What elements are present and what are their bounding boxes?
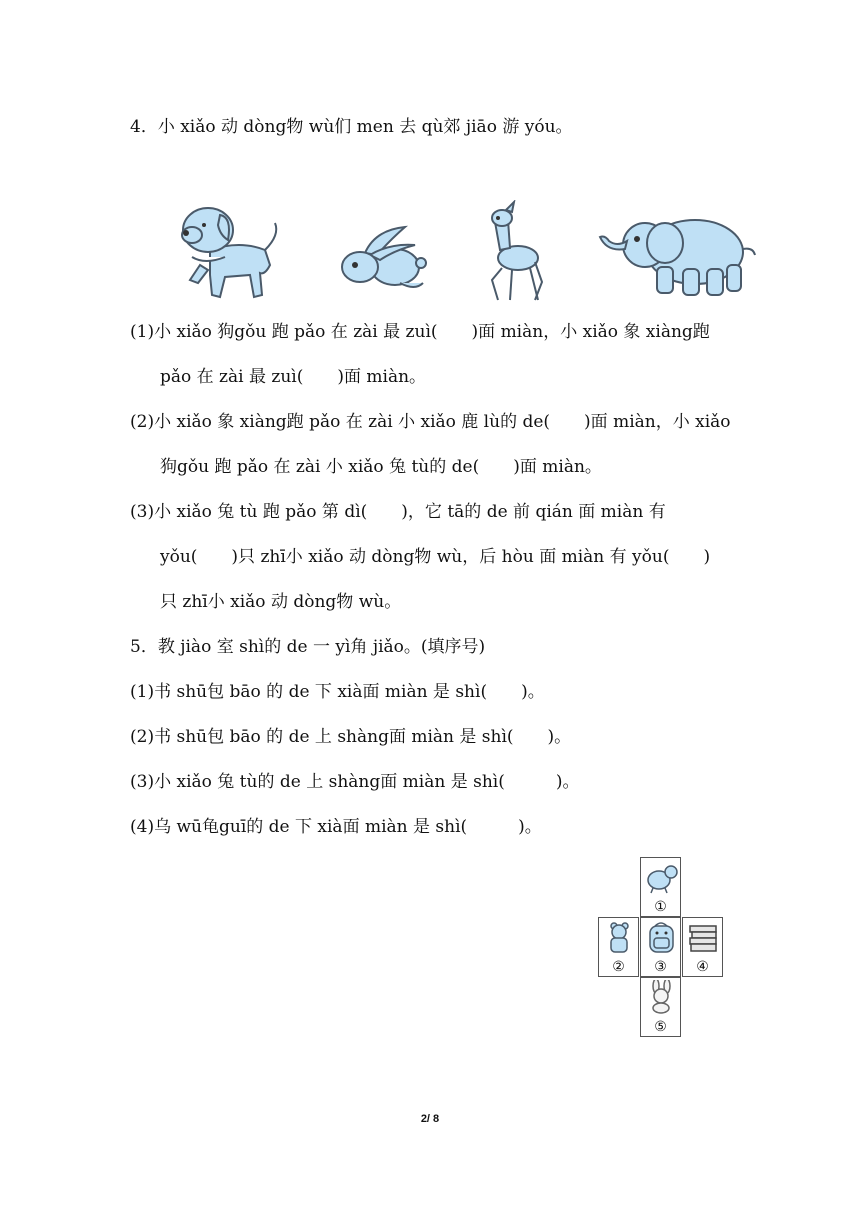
grid-cell-3 [640,917,681,977]
grid-label-5: ⑤ [654,1019,667,1035]
q5-part2: (2)书 shū包 bāo 的 de 上 shàng面 miàn 是 shì( )。 [130,727,572,747]
q4-part3-line1: (3)小 xiǎo 兔 tù 跑 pǎo 第 dì( )，它 tā的 de 前 qián 面 miàn 有 [130,502,666,522]
grid-label-2: ② [612,959,625,975]
q4-part2-line2: 狗gǒu 跑 pǎo 在 zài 小 xiǎo 兔 tù的 de( )面 miàn。 [160,457,602,477]
q5-part3: (3)小 xiǎo 兔 tù的 de 上 shàng面 miàn 是 shì( )。 [130,772,580,792]
question-4-title: 4．小 xiǎo 动 dòng物 wù们 men 去 qù郊 jiāo 游 yóu。 [130,117,573,137]
turtle-icon [645,860,678,894]
elephant-icon [595,207,760,302]
bunny-icon [645,980,678,1014]
dog-icon [170,195,285,303]
q5-part1: (1)书 shū包 bāo 的 de 下 xià面 miàn 是 shì( )。 [130,682,545,702]
grid-cell-1 [640,857,681,917]
grid-cell-4 [682,917,723,977]
q4-part2-line1: (2)小 xiǎo 象 xiàng跑 pǎo 在 zài 小 xiǎo 鹿 lù的 de( )面 miàn，小 xiǎo [130,412,731,432]
question-5-title: 5．教 jiào 室 shì的 de 一 yì角 jiǎo。(填序号) [130,637,486,657]
grid-label-3: ③ [654,959,667,975]
bear-icon [603,920,636,954]
grid-label-4: ④ [696,959,709,975]
q4-part1-line2: pǎo 在 zài 最 zuì( )面 miàn。 [160,367,427,387]
q4-part1-line1: (1)小 xiǎo 狗gǒu 跑 pǎo 在 zài 最 zuì( )面 miàn，小 xiǎo 象 xiàng跑 [130,322,710,342]
grid-label-1: ① [654,899,667,915]
books-icon [687,920,720,954]
q5-part4: (4)乌 wū龟guī的 de 下 xià面 miàn 是 shì( )。 [130,817,542,837]
grid-cell-5 [640,977,681,1037]
rabbit-icon [335,225,430,295]
q4-part3-line2: yǒu( )只 zhī小 xiǎo 动 dòng物 wù，后 hòu 面 miàn 有 yǒu( ) [160,547,711,567]
deer-icon [480,200,550,305]
classroom-shelf-grid [597,857,727,1041]
animal-picture-row [160,195,760,305]
schoolbag-icon [645,920,678,954]
q4-part3-line3: 只 zhī小 xiǎo 动 dòng物 wù。 [160,592,402,612]
page-number: 2/ 8 [420,1113,440,1125]
grid-cell-2 [598,917,639,977]
